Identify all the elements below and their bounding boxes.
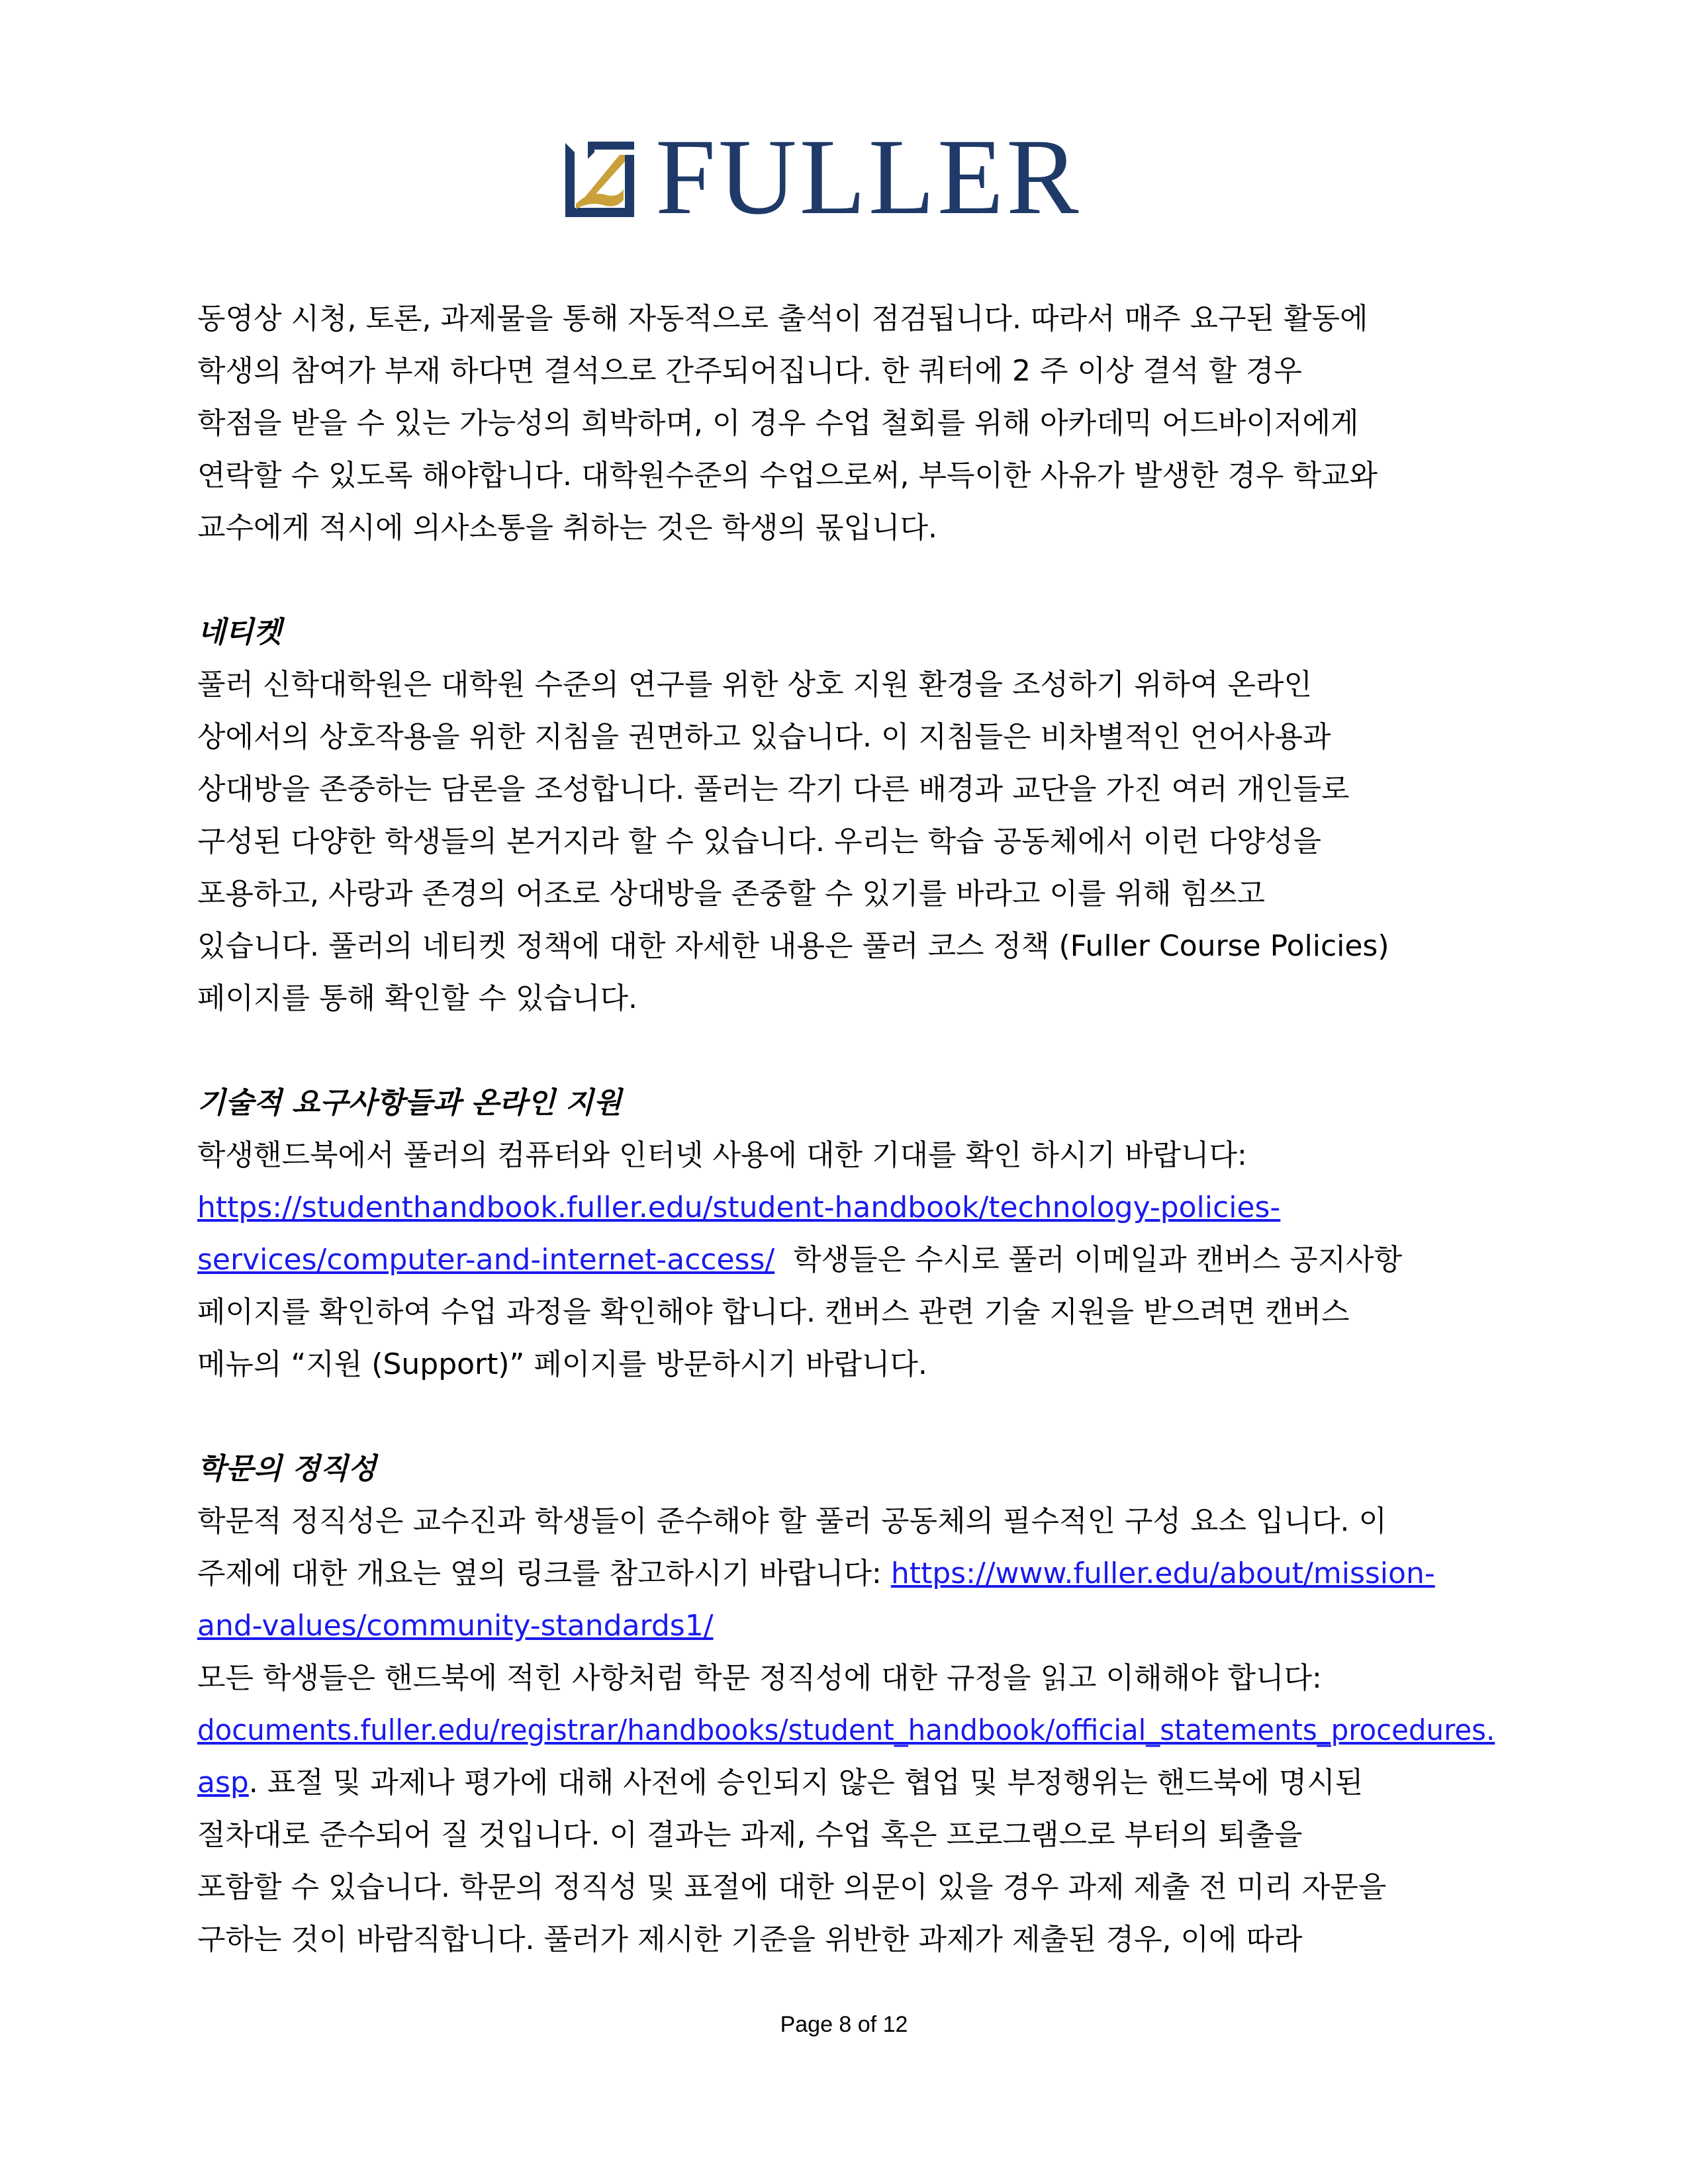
academic-integrity-heading: 학문의 정직성 [197, 1452, 377, 1486]
body-text-line: 연락할 수 있도록 해야합니다. 대학원수준의 수업으로써, 부득이한 사유가 발생한 경우 학교와 [197, 459, 1378, 492]
community-standards-link[interactable]: https://www.fuller.edu/about/mission- [890, 1557, 1435, 1590]
tech-support-heading: 기술적 요구사항들과 온라인 지원 [197, 1086, 622, 1120]
fuller-logo [556, 117, 1082, 237]
community-standards-link-continued[interactable]: and-values/community-standards1/ [197, 1609, 714, 1643]
computer-access-link-continued[interactable]: services/computer-and-internet-access/ [197, 1243, 775, 1277]
fuller-book-icon [556, 135, 641, 220]
body-text-line [197, 1234, 1495, 1286]
body-text-fragment: . 표절 및 과제나 평가에 대해 사전에 승인되지 않은 협업 및 부정행위는 핸드북에 명시된 [248, 1766, 1364, 1799]
body-text-line: 페이지를 확인하여 수업 과정을 확인해야 합니다. 캔버스 관련 기술 지원을 받으려면 캔버스 [197, 1295, 1350, 1329]
body-text-fragment: 학생들은 수시로 풀러 이메일과 캔버스 공지사항 [774, 1243, 1403, 1277]
body-text-line: 메뉴의 “지원 (Support)” 페이지를 방문하시기 바랍니다. [197, 1347, 927, 1381]
paragraph-gap [197, 554, 1495, 606]
handbook-statements-link-continued[interactable]: asp [197, 1766, 249, 1799]
body-text-fragment: 주제에 대한 개요는 옆의 링크를 참고하시기 바랍니다: [197, 1557, 891, 1590]
body-text-line [197, 1600, 1495, 1652]
body-text-line [197, 1547, 1495, 1600]
body-text-line: 동영상 시청, 토론, 과제물을 통해 자동적으로 출석이 점검됩니다. 따라서 매주 요구된 활동에 [197, 302, 1368, 336]
body-text-line: 모든 학생들은 핸드북에 적힌 사항처럼 학문 정직성에 대한 규정을 읽고 이해해야 합니다: [197, 1661, 1322, 1695]
body-text-line: 구성된 다양한 학생들의 본거지라 할 수 있습니다. 우리는 학습 공동체에서 이런 다양성을 [197, 825, 1321, 858]
netiquette-heading: 네티켓 [197, 615, 282, 649]
page-number: Page 8 of 12 [780, 2012, 908, 2037]
body-text-line: 상대방을 존중하는 담론을 조성합니다. 풀러는 각기 다른 배경과 교단을 가진 여러 개인들로 [197, 772, 1350, 806]
logo-wordmark: FULLER [655, 117, 1082, 237]
body-text-line: 페이지를 통해 확인할 수 있습니다. [197, 981, 637, 1015]
body-text-line: 구하는 것이 바람직합니다. 풀러가 제시한 기준을 위반한 과제가 제출된 경우, 이에 따라 [197, 1923, 1303, 1956]
body-text-line: 학점을 받을 수 있는 가능성의 희박하며, 이 경우 수업 철회를 위해 아카데믹 어드바이저에게 [197, 406, 1359, 440]
body-text-line: 포함할 수 있습니다. 학문의 정직성 및 표절에 대한 의문이 있을 경우 과제 제출 전 미리 자문을 [197, 1870, 1387, 1904]
body-text-line: 있습니다. 풀러의 네티켓 정책에 대한 자세한 내용은 풀러 코스 정책 (Fuller Course Policies) [197, 929, 1389, 963]
body-text-line: 절차대로 준수되어 질 것입니다. 이 결과는 과제, 수업 혹은 프로그램으로 부터의 퇴출을 [197, 1818, 1303, 1852]
body-text-line [197, 1181, 1495, 1234]
paragraph-gap [197, 1024, 1495, 1077]
academic-integrity-section [197, 1443, 1495, 1966]
paragraph-gap [197, 1390, 1495, 1443]
body-text-line [197, 1756, 1495, 1809]
handbook-statements-link[interactable]: documents.fuller.edu/registrar/handbooks/student_handbook/official_statements_procedures. [197, 1713, 1495, 1747]
body-text-line [197, 1704, 1495, 1756]
body-text-line: 상에서의 상호작용을 위한 지침을 권면하고 있습니다. 이 지침들은 비차별적인 언어사용과 [197, 720, 1331, 754]
tech-support-section [197, 1077, 1495, 1390]
body-text-line: 포용하고, 사랑과 존경의 어조로 상대방을 존중할 수 있기를 바라고 이를 위해 힘쓰고 [197, 877, 1265, 911]
body-text-line: 교수에게 적시에 의사소통을 취하는 것은 학생의 몫입니다. [197, 511, 937, 545]
attendance-section [197, 293, 1495, 554]
netiquette-section [197, 606, 1495, 1024]
body-text-line: 학문적 정직성은 교수진과 학생들이 준수해야 할 풀러 공동체의 필수적인 구성 요소 입니다. 이 [197, 1504, 1387, 1538]
computer-access-link[interactable]: https://studenthandbook.fuller.edu/student-handbook/technology-policies- [197, 1191, 1281, 1224]
document-body [197, 293, 1495, 1966]
body-text-line: 풀러 신학대학원은 대학원 수준의 연구를 위한 상호 지원 환경을 조성하기 위하여 온라인 [197, 668, 1312, 702]
body-text-line: 학생핸드북에서 풀러의 컴퓨터와 인터넷 사용에 대한 기대를 확인 하시기 바랍니다: [197, 1138, 1247, 1172]
body-text-line: 학생의 참여가 부재 하다면 결석으로 간주되어집니다. 한 쿼터에 2 주 이상 결석 할 경우 [197, 354, 1302, 388]
